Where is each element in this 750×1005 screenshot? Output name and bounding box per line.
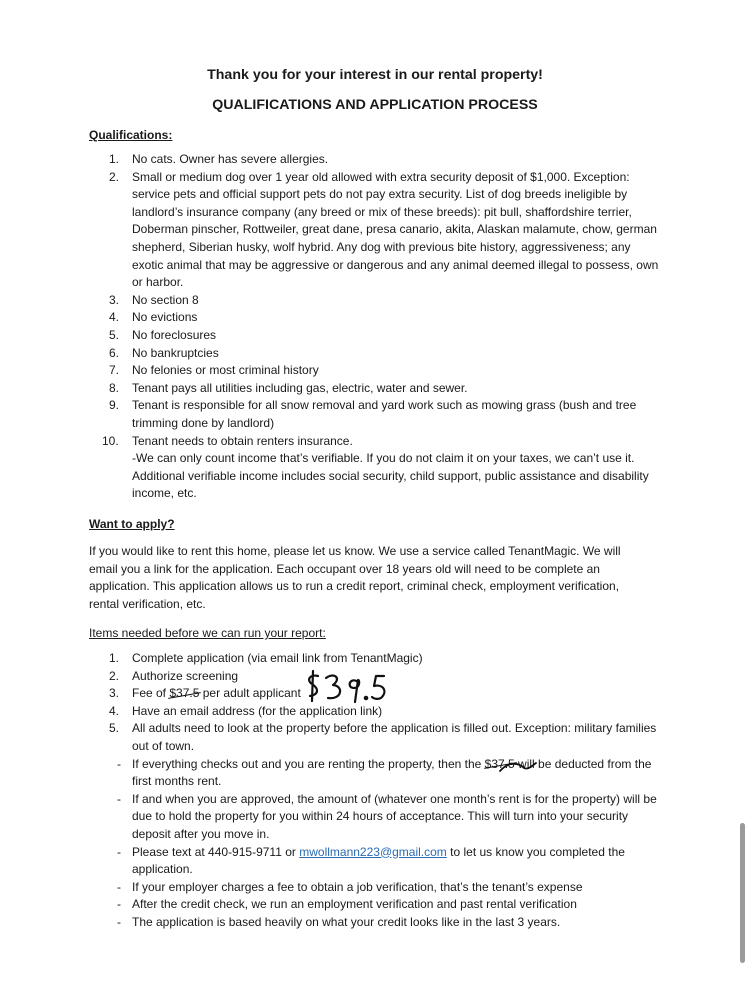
- item-number: 2.: [109, 668, 120, 683]
- list-item: [89, 720, 664, 755]
- deduction-text: will be deducted from the first months rent.: [132, 756, 652, 789]
- list-item: [89, 433, 664, 503]
- email-link[interactable]: mwollmann223@gmail.com: [299, 844, 447, 859]
- list-item: [89, 345, 664, 363]
- item-text: No section 8: [132, 292, 199, 307]
- item-text: No felonies or most criminal history: [132, 363, 319, 378]
- list-item: [89, 362, 664, 380]
- item-number: 9.: [109, 398, 120, 413]
- item-text: Tenant needs to obtain renters insurance.: [132, 433, 353, 448]
- item-number: 4.: [109, 703, 120, 718]
- item-text: If your employer charges a fee to obtain a job verification, that’s the tenant’s expense: [132, 879, 583, 894]
- qualifications-list: [89, 151, 664, 503]
- items-needed-heading: Items needed before we can run your report:: [89, 626, 326, 640]
- item-text: No bankruptcies: [132, 345, 219, 360]
- item-text: Have an email address (for the application link): [132, 703, 383, 718]
- item-text: Tenant is responsible for all snow removal and yard work such as mowing grass (bush and tree trimming done by landlord): [132, 398, 637, 430]
- list-item: [89, 292, 664, 310]
- item-number: 3.: [109, 292, 120, 307]
- bullet-dash: -: [117, 791, 121, 806]
- scrollbar[interactable]: [740, 823, 745, 963]
- handwritten-mark: [498, 760, 538, 774]
- item-number: 4.: [109, 310, 120, 325]
- item-text: Tenant pays all utilities including gas, electric, water and sewer.: [132, 380, 468, 395]
- list-item: [89, 309, 664, 327]
- bullet-dash: -: [117, 844, 121, 859]
- item-number: 3.: [109, 686, 120, 701]
- item-number: 2.: [109, 169, 120, 184]
- item-text: [132, 756, 664, 791]
- qualifications-heading: Qualifications:: [89, 128, 173, 142]
- item-text: Authorize screening: [132, 668, 239, 683]
- item-text: After the credit check, we run an employment verification and past rental verification: [132, 897, 577, 912]
- item-number: 10.: [102, 433, 119, 448]
- list-item: [89, 151, 664, 169]
- item-number: 8.: [109, 380, 120, 395]
- list-item: [89, 914, 664, 932]
- contact-text: Please text at 440-915-9711 or: [132, 844, 300, 859]
- item-text: Complete application (via email link from TenantMagic): [132, 651, 423, 665]
- item-text: No evictions: [132, 310, 198, 325]
- item-text: No foreclosures: [132, 327, 217, 342]
- item-text: All adults need to look at the property before the application is filled out. Exception: military families out of town.: [132, 721, 657, 753]
- handwritten-fee-text: $39.5: [300, 668, 303, 669]
- item-text: If and when you are approved, the amount of (whatever one month’s rent is for the property) will be due to hold the property for you within 24 hours of acceptance. This will turn into your security deposit after you move in.: [132, 791, 657, 841]
- bullet-dash: -: [117, 756, 121, 771]
- list-item: [89, 844, 664, 879]
- struck-fee-amount: $37.5: [169, 685, 199, 703]
- item-number: 7.: [109, 363, 120, 378]
- apply-paragraph: If you would like to rent this home, please let us know. We use a service called TenantMagic. We will email you a link for the application. Each occupant over 18 years old will need to be complete an application. This application allows us to run a credit report, criminal check, employment verification, rental verification, etc.: [89, 544, 621, 611]
- list-item: [89, 380, 664, 398]
- fee-prefix: Fee of: [132, 686, 170, 701]
- contact-text: to let us know you completed the application.: [132, 844, 625, 877]
- handwritten-fee-annotation: [300, 668, 390, 710]
- item-number: 5.: [109, 327, 120, 342]
- list-item: [89, 791, 664, 844]
- document-subtitle: QUALIFICATIONS AND APPLICATION PROCESS: [212, 97, 538, 113]
- item-note: -We can only count income that’s verifiable. If you do not claim it on your taxes, we can’t use it. Additional verifiable income includes social security, child support, public assistance and disability income, etc.: [132, 451, 649, 501]
- bullet-dash: -: [117, 879, 121, 894]
- list-item: [89, 169, 664, 292]
- list-item: [89, 896, 664, 914]
- item-text: [132, 844, 664, 879]
- item-text: Small or medium dog over 1 year old allowed with extra security deposit of $1,000. Exception: service pets and official support pets do not pay extra security. List of dog breeds ineligible by landlord’s insurance company (any breed or mix of these breeds): pit bull, shaffordshire terrier, Doberman pinscher, Rottweiler, great dane, presa canario, akita, Alaskan malamute, chow, german shepherd, Siberian husky, wolf hybrid. Any dog with previous bite history, aggressiveness; any exotic animal that may be aggressive or dangerous and any animal deemed illegal to possess, own or harbor.: [132, 169, 659, 290]
- item-number: 5.: [109, 721, 120, 736]
- list-item: [89, 650, 664, 668]
- item-text: [132, 685, 664, 703]
- struck-fee-amount: $37.5: [485, 756, 515, 774]
- list-item: [89, 756, 664, 791]
- document-title: Thank you for your interest in our rental property!: [207, 67, 543, 83]
- item-text: No cats. Owner has severe allergies.: [132, 152, 329, 166]
- list-item: [89, 397, 664, 432]
- bullet-dash: -: [117, 897, 121, 912]
- item-number: 1.: [109, 152, 120, 166]
- item-number: 6.: [109, 345, 120, 360]
- item-text: The application is based heavily on what your credit looks like in the last 3 years.: [132, 914, 561, 929]
- fee-suffix: per adult applicant: [199, 686, 301, 701]
- deduction-text: If everything checks out and you are renting the property, then the: [132, 756, 485, 771]
- list-item: [89, 327, 664, 345]
- want-to-apply-heading: Want to apply?: [89, 517, 175, 531]
- bullet-dash: -: [117, 914, 121, 929]
- list-item: [89, 879, 664, 897]
- item-number: 1.: [109, 651, 120, 665]
